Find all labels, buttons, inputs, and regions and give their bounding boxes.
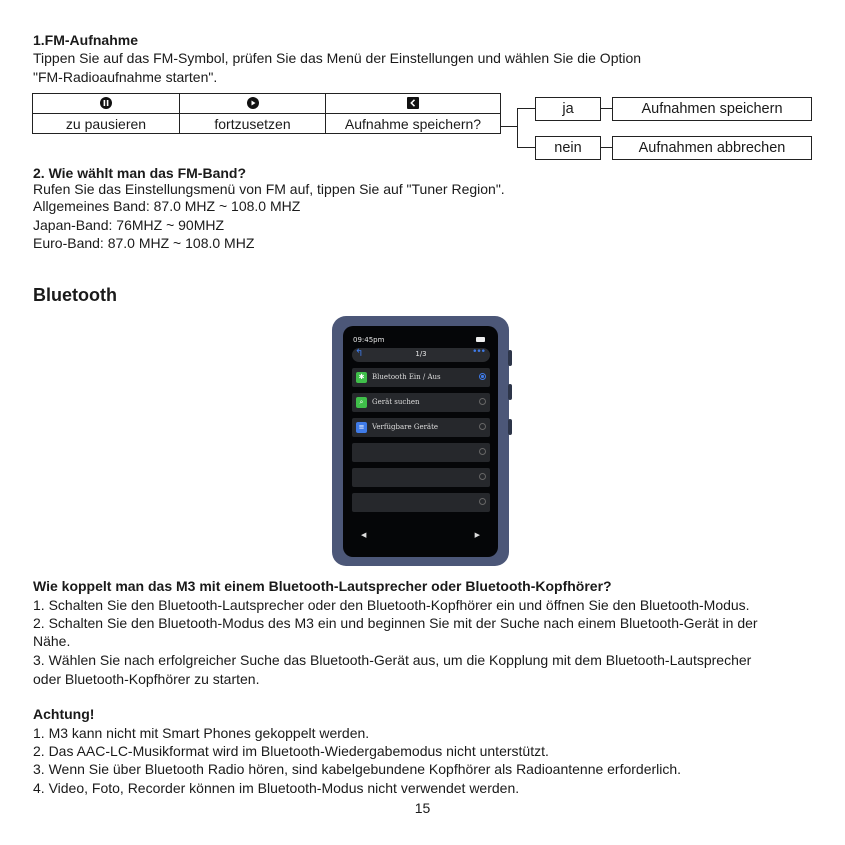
warning-line: 3. Wenn Sie über Bluetooth Radio hören, sind kabelgebundene Kopfhörer als Radioantenne erforderlich. <box>33 761 682 777</box>
back-arrow-icon[interactable]: ↰ <box>355 348 364 359</box>
device-navbar <box>352 348 490 362</box>
pairing-title: Wie koppelt man das M3 mit einem Bluetooth-Lautsprecher oder Bluetooth-Kopfhörer? <box>33 578 612 594</box>
band-line: Rufen Sie das Einstellungsmenü von FM auf, tippen Sie auf "Tuner Region". <box>33 181 505 197</box>
search-device-icon: ⌕ <box>356 397 367 408</box>
device-menu-item[interactable] <box>352 493 490 512</box>
warning-line: 1. M3 kann nicht mit Smart Phones gekoppelt werden. <box>33 725 370 741</box>
connector-line <box>501 126 517 127</box>
side-button <box>508 419 512 435</box>
option-yes-result: Aufnahmen speichern <box>612 97 812 121</box>
connector-line <box>600 108 612 109</box>
devices-list-icon: ≡ <box>356 422 367 433</box>
fm-intro-line1: Tippen Sie auf das FM-Symbol, prüfen Sie das Menü der Einstellungen und wählen Sie die Option <box>33 50 642 66</box>
device-menu-item[interactable] <box>352 418 490 437</box>
warning-line: 2. Das AAC-LC-Musikformat wird im Bluetooth-Wiedergabemodus nicht unterstützt. <box>33 743 549 759</box>
pairing-line: Nähe. <box>33 633 71 649</box>
prev-page-icon[interactable]: ◀ <box>361 531 367 539</box>
side-button <box>508 350 512 366</box>
save-icon <box>326 94 501 114</box>
device-menu-item[interactable] <box>352 468 490 487</box>
device-screen <box>343 326 498 557</box>
connector-line <box>517 147 535 148</box>
fm-title: 1.FM-Aufnahme <box>33 32 138 48</box>
warning-title: Achtung! <box>33 706 95 722</box>
device-menu-label: Gerät suchen <box>372 398 420 406</box>
connector-line <box>517 108 518 147</box>
radio-icon <box>479 423 486 430</box>
radio-selected-icon <box>479 373 486 380</box>
band-line: Allgemeines Band: 87.0 MHZ ~ 108.0 MHZ <box>33 198 301 214</box>
device-menu-label: Bluetooth Ein / Aus <box>372 373 441 381</box>
bluetooth-title: Bluetooth <box>33 285 117 305</box>
page-number: 15 <box>414 800 431 816</box>
pairing-line: 1. Schalten Sie den Bluetooth-Lautsprecher oder den Bluetooth-Kopfhörer ein und öffnen Sie den Bluetooth-Modus. <box>33 597 750 613</box>
band-line: Euro-Band: 87.0 MHZ ~ 108.0 MHZ <box>33 235 255 251</box>
pairing-line: 2. Schalten Sie den Bluetooth-Modus des M3 ein und beginnen Sie mit der Suche nach einem Bluetooth-Gerät in der <box>33 615 758 631</box>
radio-icon <box>479 498 486 505</box>
bluetooth-toggle-icon: ✱ <box>356 372 367 383</box>
battery-icon <box>476 337 485 342</box>
save-label: Aufnahme speichern? <box>326 114 501 134</box>
fm-intro-line2: "FM-Radioaufnahme starten". <box>33 69 218 85</box>
option-no-result: Aufnahmen abbrechen <box>612 136 812 160</box>
radio-icon <box>479 398 486 405</box>
mp3-player-device <box>332 316 509 566</box>
connector-line <box>517 108 535 109</box>
option-yes-box: ja <box>535 97 601 121</box>
device-menu-item[interactable] <box>352 393 490 412</box>
option-no-box: nein <box>535 136 601 160</box>
warning-line: 4. Video, Foto, Recorder können im Bluetooth-Modus nicht verwendet werden. <box>33 780 520 796</box>
pause-label: zu pausieren <box>33 114 180 134</box>
radio-icon <box>479 448 486 455</box>
resume-icon <box>180 94 326 114</box>
fm-controls-table <box>32 93 501 134</box>
device-page-indicator: 1/3 <box>415 350 427 358</box>
device-menu-item[interactable] <box>352 443 490 462</box>
device-menu-label: Verfügbare Geräte <box>372 423 439 431</box>
device-menu-item[interactable] <box>352 368 490 387</box>
band-line: Japan-Band: 76MHZ ~ 90MHZ <box>33 217 225 233</box>
more-dots-icon[interactable]: ••• <box>472 347 485 357</box>
pause-icon <box>33 94 180 114</box>
resume-label: fortzusetzen <box>180 114 326 134</box>
connector-line <box>600 147 612 148</box>
pairing-line: 3. Wählen Sie nach erfolgreicher Suche das Bluetooth-Gerät aus, um die Kopplung mit dem Bluetooth-Lautsprecher <box>33 652 752 668</box>
device-time: 09:45pm <box>353 336 385 344</box>
pairing-line: oder Bluetooth-Kopfhörer zu starten. <box>33 671 260 687</box>
band-title: 2. Wie wählt man das FM-Band? <box>33 165 247 181</box>
next-page-icon[interactable]: ▶ <box>474 531 480 539</box>
radio-icon <box>479 473 486 480</box>
side-button <box>508 384 512 400</box>
